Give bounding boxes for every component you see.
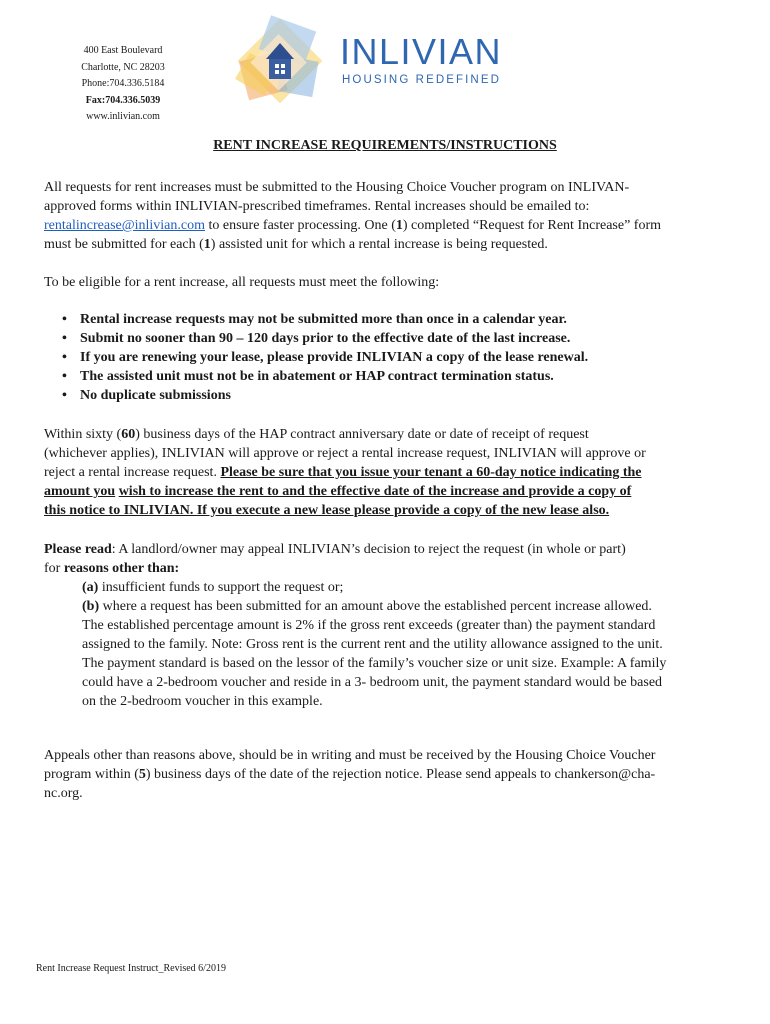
brand-name: INLIVIAN bbox=[340, 31, 503, 72]
bullet-icon: • bbox=[62, 388, 67, 403]
text-line: Appeals other than reasons above, should be in writing and must be received by the Housing Choice Voucher bbox=[44, 748, 656, 763]
text-line: on the 2-bedroom voucher in this example. bbox=[82, 694, 323, 709]
bullet-icon: • bbox=[62, 331, 67, 346]
text-line bbox=[44, 235, 724, 254]
text-span: ) completed “Request for Rent Increase” form bbox=[402, 218, 662, 233]
text-line bbox=[44, 540, 724, 559]
text-span: to ensure faster processing. One ( bbox=[205, 218, 396, 233]
text-line bbox=[82, 597, 722, 616]
text-span: (a) bbox=[82, 580, 99, 595]
fax-number: Fax:704.336.5039 bbox=[85, 94, 161, 106]
appeals-paragraph bbox=[44, 746, 724, 803]
text-line: approved forms within INLIVIAN-prescribed timeframes. Rental increases should be emailed to: bbox=[44, 199, 590, 214]
text-line: could have a 2-bedroom voucher and reside in a 3- bedroom unit, the payment standard would be based bbox=[82, 675, 663, 690]
brand-tagline: HOUSING REDEFINED bbox=[342, 74, 502, 86]
text-span: reject a rental increase request. bbox=[44, 465, 221, 480]
text-span: for bbox=[44, 561, 64, 576]
list-item bbox=[62, 348, 588, 367]
text-line bbox=[44, 765, 724, 784]
text-span: program within ( bbox=[44, 767, 139, 782]
notice-text: Please be sure that you issue your tenant a 60-day notice indicating the bbox=[220, 465, 642, 480]
text-span: must be submitted for each ( bbox=[44, 237, 204, 252]
text-span: (b) bbox=[82, 599, 100, 614]
list-item-text: The assisted unit must not be in abatement or HAP contract termination status. bbox=[80, 369, 554, 384]
email-link[interactable]: rentalincrease@inlivian.com bbox=[44, 218, 205, 233]
notice-text: wish to increase the rent to and the effective date of the increase and provide a copy of bbox=[118, 484, 632, 499]
text-span: where a request has been submitted for an amount above the established percent increase allowed. bbox=[99, 599, 652, 614]
list-item bbox=[62, 386, 231, 405]
text-line bbox=[44, 482, 724, 501]
text-span: : A landlord/owner may appeal INLIVIAN’s decision to reject the request (in whole or part) bbox=[111, 542, 626, 557]
list-item-text: Rental increase requests may not be submitted more than once in a calendar year. bbox=[80, 312, 567, 327]
text-span: 1 bbox=[395, 218, 403, 233]
address-line: 400 East Boulevard bbox=[83, 45, 163, 56]
notice-text: amount you bbox=[44, 484, 116, 499]
text-span: ) business days of the HAP contract anniversary date or date of receipt of request bbox=[135, 427, 589, 442]
text-line: The established percentage amount is 2% if the gross rent exceeds (greater than) the payment standard bbox=[82, 618, 656, 633]
text-line: assigned to the family. Note: Gross rent is the current rent and the utility allowance assigned to the unit. bbox=[82, 637, 663, 652]
address-line: Charlotte, NC 28203 bbox=[81, 61, 165, 73]
list-item-text: Submit no sooner than 90 – 120 days prior to the effective date of the last increase. bbox=[80, 331, 571, 346]
intro-paragraph bbox=[44, 178, 724, 254]
appeal-paragraph bbox=[44, 540, 724, 578]
text-line bbox=[44, 216, 724, 235]
document-footer: Rent Increase Request Instruct_Revised 6/2019 bbox=[36, 963, 226, 974]
text-span: Please read bbox=[44, 542, 112, 557]
text-span: ) assisted unit for which a rental increase is being requested. bbox=[210, 237, 548, 252]
website: www.inlivian.com bbox=[86, 111, 160, 122]
bullet-icon: • bbox=[62, 369, 67, 384]
text-span: 60 bbox=[121, 427, 136, 442]
list-item-text: No duplicate submissions bbox=[80, 388, 231, 403]
text-span: ) business days of the date of the rejection notice. Please send appeals to chankerson@cha- bbox=[145, 767, 656, 782]
phone-number: Phone:704.336.5184 bbox=[81, 78, 165, 89]
text-span: Within sixty ( bbox=[44, 427, 122, 442]
page-title: RENT INCREASE REQUIREMENTS/INSTRUCTIONS bbox=[213, 138, 557, 153]
text-line: All requests for rent increases must be submitted to the Housing Choice Voucher program on INLIVAN- bbox=[44, 180, 630, 195]
text-line bbox=[44, 425, 724, 444]
list-item-text: If you are renewing your lease, please provide INLIVIAN a copy of the lease renewal. bbox=[80, 350, 589, 365]
address-block bbox=[60, 43, 186, 126]
text-span: 5 bbox=[138, 767, 146, 782]
inlivian-logo-icon bbox=[232, 13, 328, 109]
bullet-icon: • bbox=[62, 312, 67, 327]
text-span: insufficient funds to support the request or; bbox=[98, 580, 344, 595]
text-line: The payment standard is based on the lessor of the family’s voucher size or unit size. Example: A family bbox=[82, 656, 667, 671]
approval-paragraph bbox=[44, 425, 724, 520]
notice-text: this notice to INLIVIAN. If you execute a new lease please provide a copy of the new lease also. bbox=[44, 503, 610, 518]
list-item bbox=[62, 310, 567, 329]
text-line: nc.org. bbox=[44, 786, 83, 801]
appeal-reasons bbox=[82, 578, 722, 711]
text-line: (whichever applies), INLIVIAN will approve or reject a rental increase request, INLIVIAN will approve or bbox=[44, 446, 646, 461]
text-span: 1 bbox=[203, 237, 211, 252]
eligibility-intro: To be eligible for a rent increase, all requests must meet the following: bbox=[44, 275, 440, 290]
bullet-icon: • bbox=[62, 350, 67, 365]
text-line bbox=[44, 501, 724, 520]
list-item bbox=[62, 367, 554, 386]
text-line bbox=[82, 578, 722, 597]
text-line bbox=[44, 559, 724, 578]
list-item bbox=[62, 329, 570, 348]
text-line bbox=[44, 463, 724, 482]
text-span: reasons other than: bbox=[63, 561, 180, 576]
